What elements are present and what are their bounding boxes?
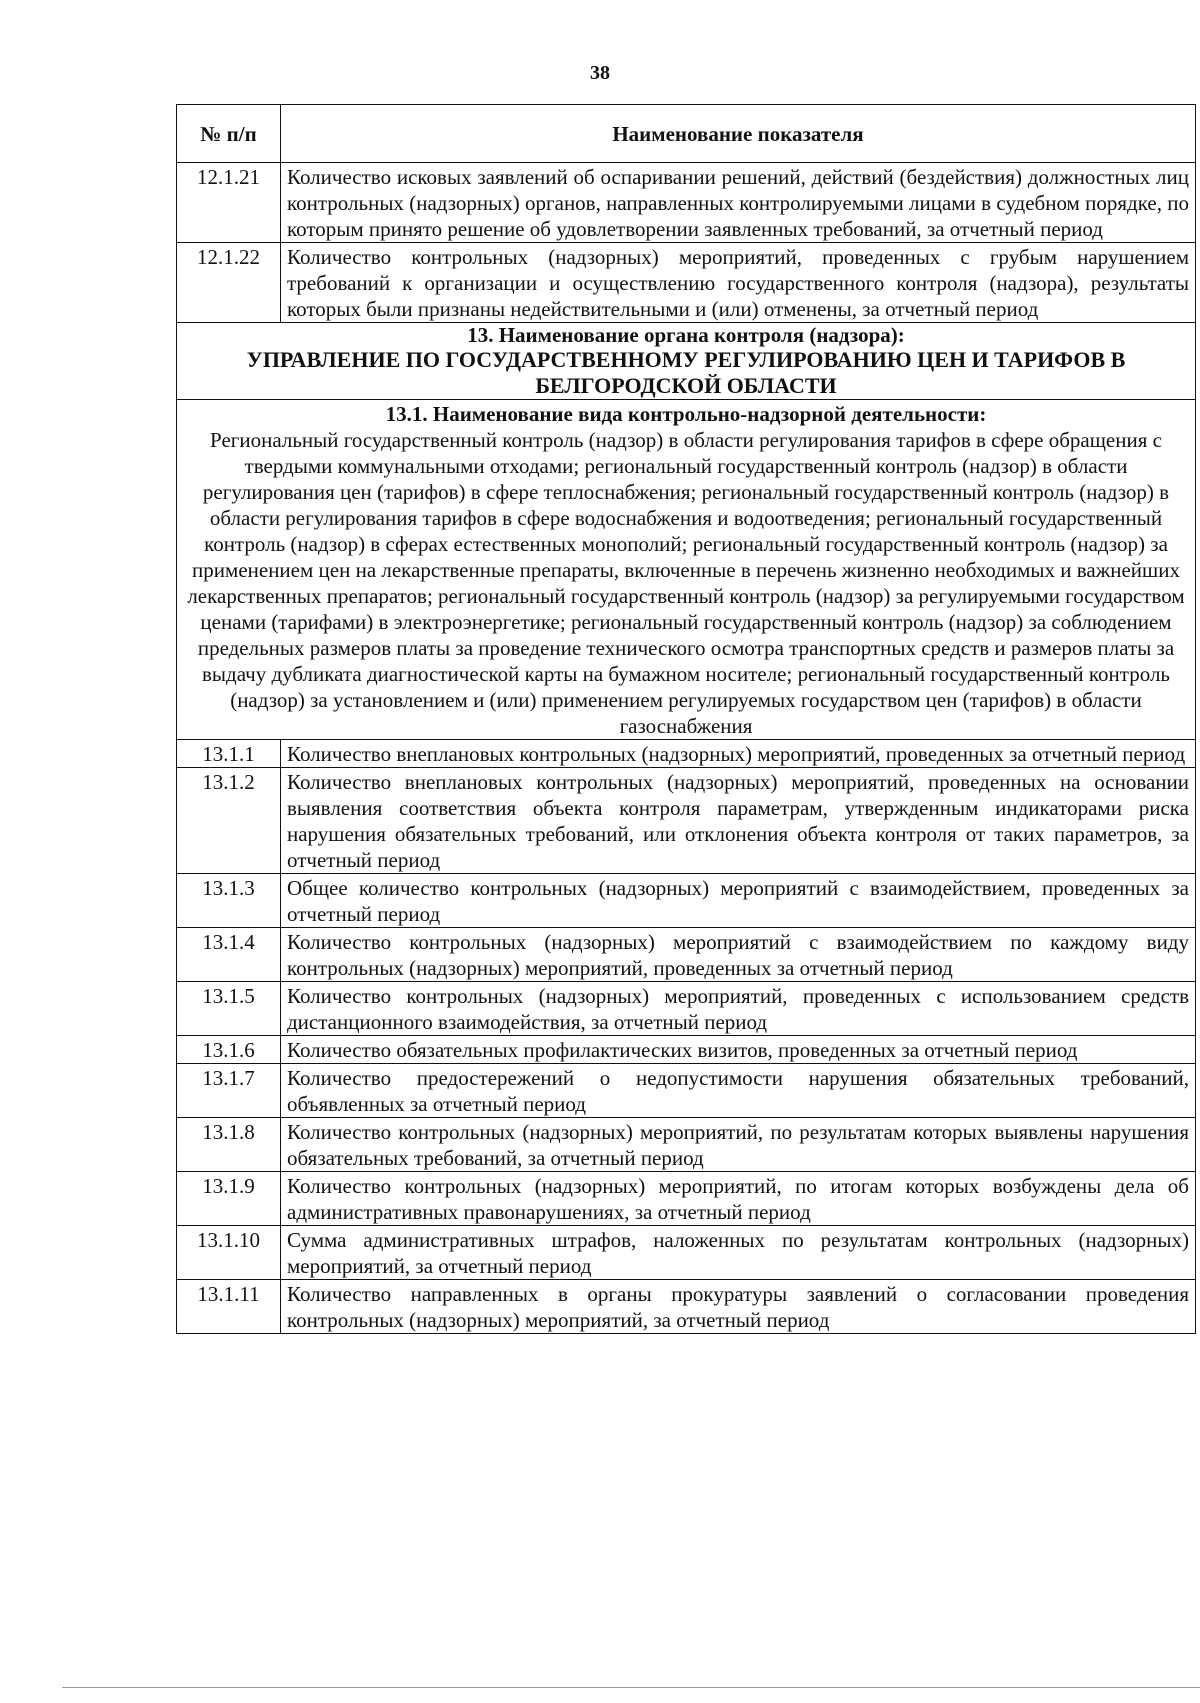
table-header-row <box>177 105 1196 163</box>
indicator-name: Количество контрольных (надзорных) мероприятий с взаимодействием по каждому виду контрольных (надзорных) мероприятий, проведенных за отчетный период <box>281 928 1196 982</box>
section-header-row <box>177 323 1196 400</box>
row-number: 13.1.4 <box>177 928 281 982</box>
table-row <box>177 982 1196 1036</box>
table-row <box>177 1036 1196 1064</box>
row-number: 13.1.11 <box>177 1280 281 1334</box>
row-number: 13.1.1 <box>177 740 281 768</box>
table-row <box>177 1118 1196 1172</box>
subsection-row <box>177 400 1196 740</box>
table-row <box>177 1064 1196 1118</box>
table-row <box>177 768 1196 874</box>
row-number: 13.1.2 <box>177 768 281 874</box>
indicator-name: Количество направленных в органы прокуратуры заявлений о согласовании проведения контрольных (надзорных) мероприятий, за отчетный период <box>281 1280 1196 1334</box>
indicators-table <box>176 104 1196 1334</box>
table-row <box>177 1172 1196 1226</box>
indicator-name: Количество контрольных (надзорных) мероприятий, по итогам которых возбуждены дела об административных правонарушениях, за отчетный период <box>281 1172 1196 1226</box>
indicator-name: Количество предостережений о недопустимости нарушения обязательных требований, объявленных за отчетный период <box>281 1064 1196 1118</box>
table-row <box>177 1280 1196 1334</box>
indicator-name: Количество внеплановых контрольных (надзорных) мероприятий, проведенных на основании выявления соответствия объекта контроля параметрам, утвержденным индикаторами риска нарушения обязательных требований, или отклонения объекта контроля от таких параметров, за отчетный период <box>281 768 1196 874</box>
indicator-name: Количество контрольных (надзорных) мероприятий, по результатам которых выявлены нарушения обязательных требований, за отчетный период <box>281 1118 1196 1172</box>
agency-name: УПРАВЛЕНИЕ ПО ГОСУДАРСТВЕННОМУ РЕГУЛИРОВАНИЮ ЦЕН И ТАРИФОВ В БЕЛГОРОДСКОЙ ОБЛАСТИ <box>246 347 1126 398</box>
table-row <box>177 243 1196 323</box>
section-title: 13. Наименование органа контроля (надзора): <box>467 323 905 347</box>
scan-edge-line <box>62 1687 1200 1688</box>
table-row <box>177 1226 1196 1280</box>
column-header-indicator-name: Наименование показателя <box>281 105 1196 163</box>
row-number: 13.1.10 <box>177 1226 281 1280</box>
column-header-number: № п/п <box>177 105 281 163</box>
row-number: 13.1.7 <box>177 1064 281 1118</box>
indicator-name: Сумма административных штрафов, наложенных по результатам контрольных (надзорных) мероприятий, за отчетный период <box>281 1226 1196 1280</box>
indicator-name: Количество исковых заявлений об оспаривании решений, действий (бездействия) должностных лиц контрольных (надзорных) органов, направленных контролируемыми лицами в судебном порядке, по которым принято решение об удовлетворении заявленных требований, за отчетный период <box>281 163 1196 243</box>
indicator-name: Количество обязательных профилактических визитов, проведенных за отчетный период <box>281 1036 1196 1064</box>
table-row <box>177 874 1196 928</box>
row-number: 13.1.9 <box>177 1172 281 1226</box>
row-number: 13.1.3 <box>177 874 281 928</box>
table-row <box>177 928 1196 982</box>
row-number: 13.1.5 <box>177 982 281 1036</box>
indicator-name: Количество внеплановых контрольных (надзорных) мероприятий, проведенных за отчетный период <box>281 740 1196 768</box>
table-row <box>177 740 1196 768</box>
subsection-title: 13.1. Наименование вида контрольно-надзорной деятельности: <box>385 402 987 426</box>
table-row <box>177 163 1196 243</box>
subsection-header <box>177 400 1196 740</box>
row-number: 13.1.6 <box>177 1036 281 1064</box>
page-number: 38 <box>590 62 610 84</box>
row-number: 12.1.21 <box>177 163 281 243</box>
section-header <box>177 323 1196 400</box>
row-number: 12.1.22 <box>177 243 281 323</box>
subsection-description: Региональный государственный контроль (надзор) в области регулирования тарифов в сфере обращения с твердыми коммунальными отходами; региональный государственный контроль (надзор) в области регулирования цен (тарифов) в сфере теплоснабжения; региональный государственный контроль (надзор) в области регулирования тарифов в сфере водоснабжения и водоотведения; региональный государственный контроль (надзор) в сферах естественных монополий; региональный государственный контроль (надзор) за применением цен на лекарственные препараты, включенные в перечень жизненно необходимых и важнейших лекарственных препаратов; региональный государственный контроль (надзор) за регулируемыми государством ценами (тарифами) в электроэнергетике; региональный государственный контроль (надзор) за соблюдением предельных размеров платы за проведение технического осмотра транспортных средств и размеров платы за выдачу дубликата диагностической карты на бумажном носителе; региональный государственный контроль (надзор) за установлением и (или) применением регулируемых государством цен (тарифов) в области газоснабжения <box>187 428 1185 738</box>
indicator-name: Количество контрольных (надзорных) мероприятий, проведенных с использованием средств дистанционного взаимодействия, за отчетный период <box>281 982 1196 1036</box>
indicator-name: Количество контрольных (надзорных) мероприятий, проведенных с грубым нарушением требований к организации и осуществлению государственного контроля (надзора), результаты которых были признаны недействительными и (или) отменены, за отчетный период <box>281 243 1196 323</box>
row-number: 13.1.8 <box>177 1118 281 1172</box>
indicator-name: Общее количество контрольных (надзорных) мероприятий с взаимодействием, проведенных за отчетный период <box>281 874 1196 928</box>
